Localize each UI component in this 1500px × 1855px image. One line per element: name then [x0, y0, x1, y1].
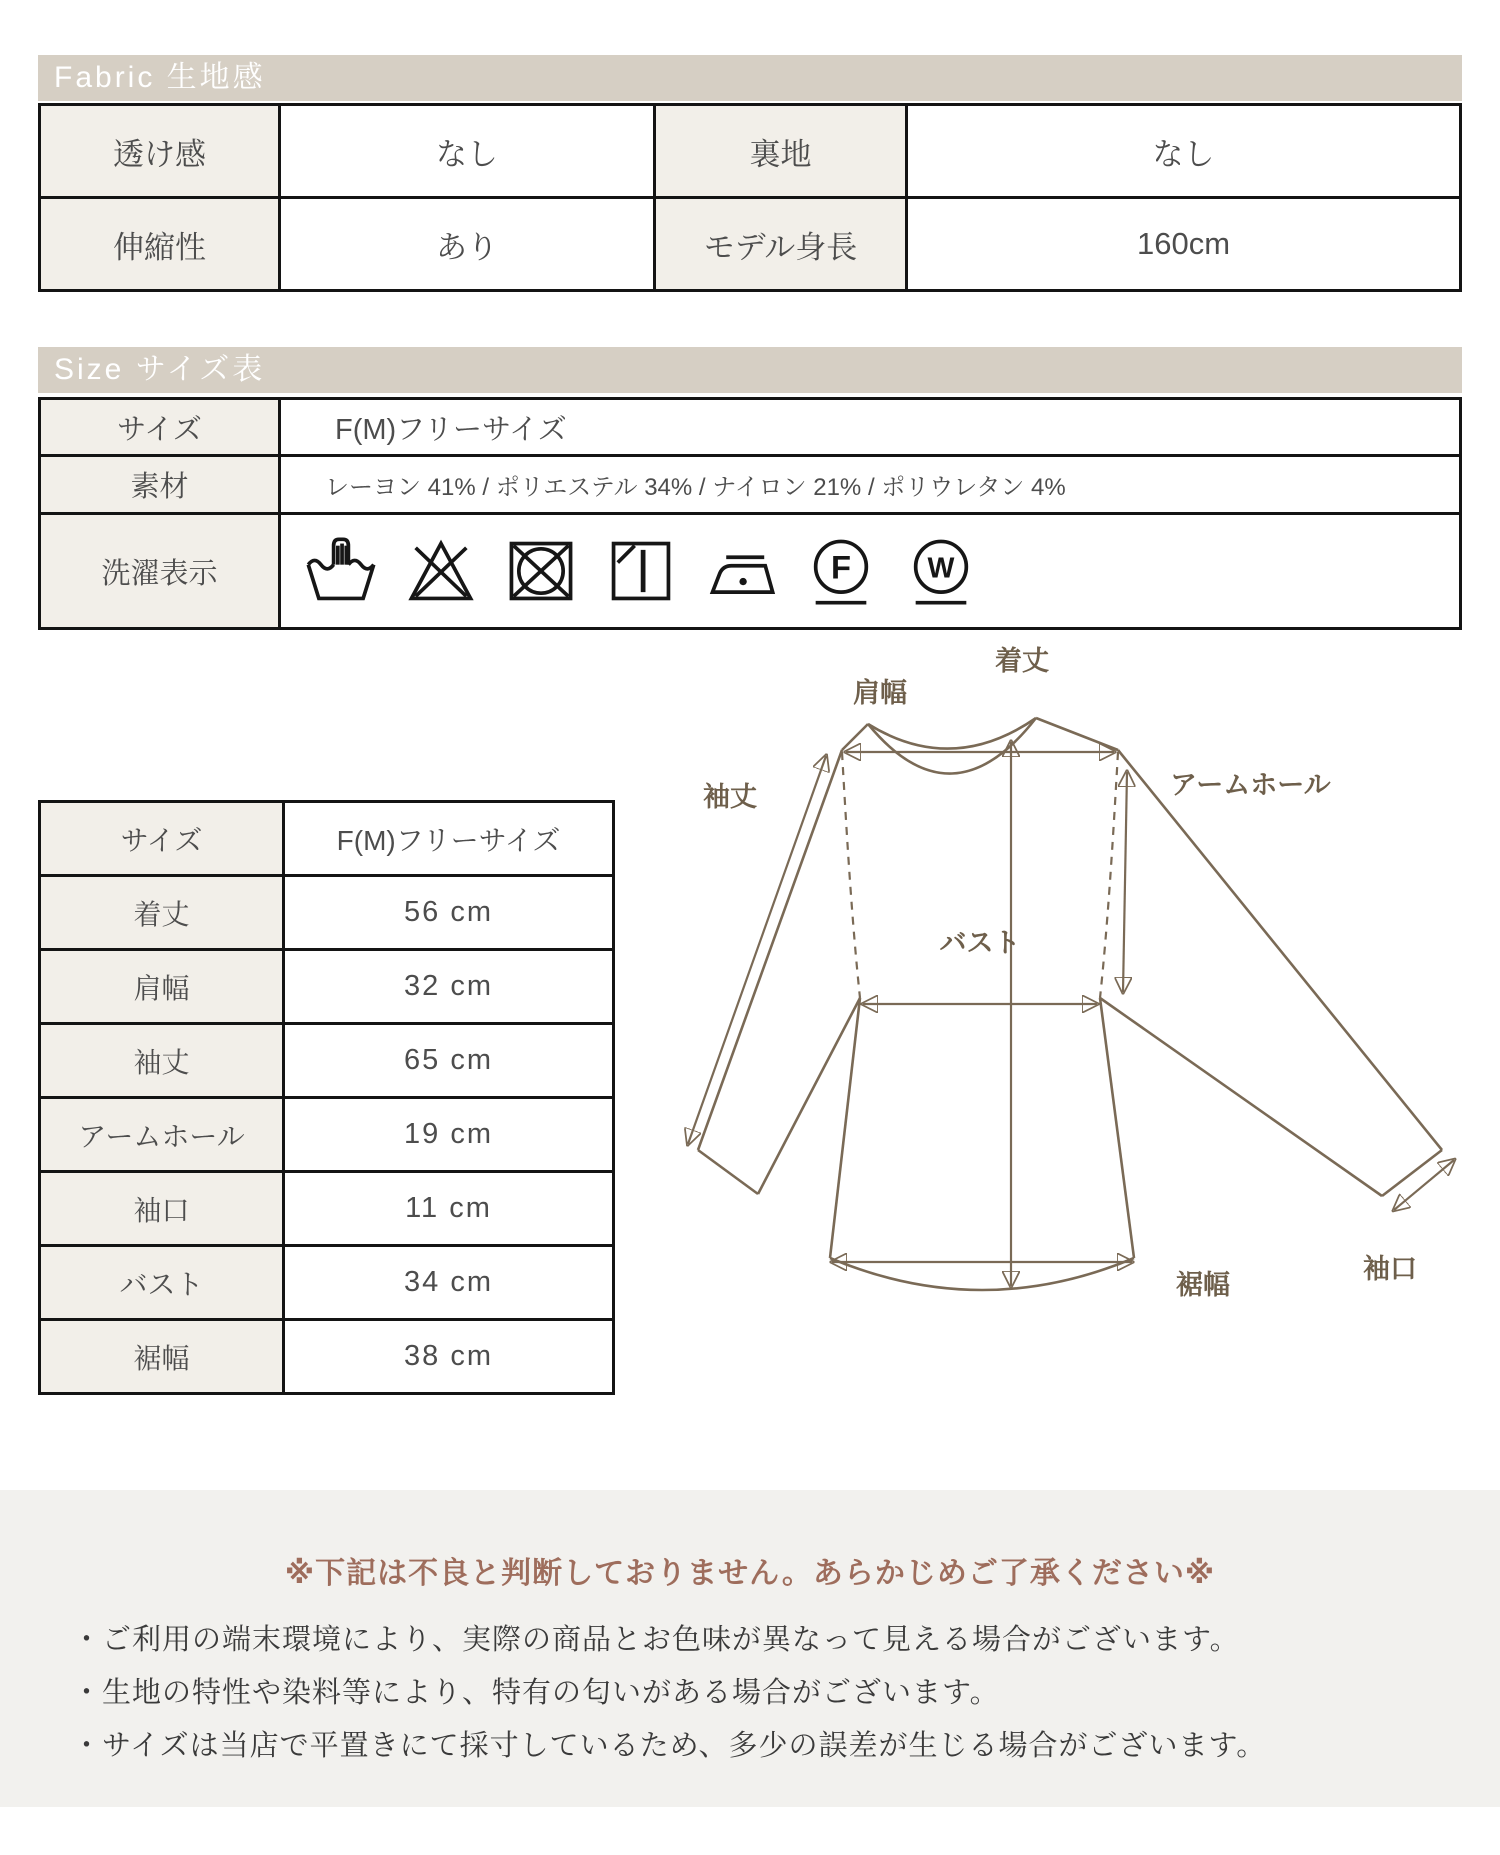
fabric-value-cell: あり — [280, 198, 655, 291]
fabric-label-cell: 透け感 — [40, 105, 280, 198]
diagram-cuff-label: 袖口 — [1363, 1254, 1417, 1284]
fabric-value-cell: なし — [280, 105, 655, 198]
material-value-cell: レーヨン 41% / ポリエステル 34% / ナイロン 21% / ポリウレタン 4% — [280, 456, 1461, 514]
measurement-value-cell: F(M)フリーサイズ — [284, 802, 614, 876]
diagram-armhole-label: アームホール — [1170, 770, 1331, 800]
table-row — [40, 456, 1461, 514]
table-row — [40, 802, 614, 876]
size-section-header: Size サイズ表 — [38, 347, 1462, 393]
disclaimer-item: ・サイズは当店で平置きにて採寸しているため、多少の誤差が生じる場合がございます。 — [72, 1730, 1267, 1762]
hang-dry-in-shade-icon — [603, 533, 679, 609]
table-row — [40, 198, 1461, 291]
fabric-label-cell: 伸縮性 — [40, 198, 280, 291]
size-label-cell: サイズ — [40, 399, 280, 456]
hand-wash-icon — [303, 533, 379, 609]
size-info-table — [38, 397, 1462, 630]
iron-low-heat-icon — [703, 533, 779, 609]
measurement-value-cell: 11 cm — [284, 1172, 614, 1246]
measurement-arrows — [688, 742, 1454, 1286]
table-row — [40, 1172, 614, 1246]
measurement-value-cell: 56 cm — [284, 876, 614, 950]
measurement-value-cell: 19 cm — [284, 1098, 614, 1172]
fabric-value-cell: 160cm — [907, 198, 1461, 291]
diagram-sleeve-length-label: 袖丈 — [703, 782, 757, 812]
measurement-table — [38, 800, 615, 1395]
table-row — [40, 1024, 614, 1098]
measurement-value-cell: 38 cm — [284, 1320, 614, 1394]
table-row — [40, 1246, 614, 1320]
disclaimer-section — [0, 1490, 1500, 1807]
table-row — [40, 1098, 614, 1172]
diagram-length-label: 着丈 — [995, 646, 1049, 676]
size-value-cell: F(M)フリーサイズ — [280, 399, 1461, 456]
fabric-label-cell: モデル身長 — [655, 198, 907, 291]
table-row — [40, 876, 614, 950]
garment-measurement-diagram — [630, 630, 1500, 1345]
measurement-label-cell: バスト — [40, 1246, 284, 1320]
measurement-label-cell: 袖口 — [40, 1172, 284, 1246]
table-row — [40, 105, 1461, 198]
disclaimer-heading: ※下記は不良と判断しておりません。あらかじめご了承ください※ — [284, 1557, 1216, 1590]
disclaimer-item: ・ご利用の端末環境により、実際の商品とお色味が異なって見える場合がございます。 — [72, 1624, 1240, 1656]
diagram-bust-label: バスト — [939, 928, 1021, 958]
table-row — [40, 1320, 614, 1394]
material-label-cell: 素材 — [40, 456, 280, 514]
svg-text:W: W — [927, 552, 955, 585]
disclaimer-item: ・生地の特性や染料等により、特有の匂いがある場合がございます。 — [72, 1677, 1000, 1709]
table-row — [40, 399, 1461, 456]
care-icons-row — [303, 533, 1458, 609]
diagram-hem-label: 裾幅 — [1176, 1270, 1230, 1300]
measurement-label-cell: サイズ — [40, 802, 284, 876]
fabric-section-header: Fabric 生地感 — [38, 55, 1462, 101]
wet-clean-gentle-icon — [903, 533, 979, 609]
svg-text:F: F — [831, 548, 851, 586]
measurement-section — [0, 630, 1500, 1405]
measurement-label-cell: 袖丈 — [40, 1024, 284, 1098]
measurement-label-cell: 肩幅 — [40, 950, 284, 1024]
measurement-value-cell: 65 cm — [284, 1024, 614, 1098]
fabric-value-cell: なし — [907, 105, 1461, 198]
table-row — [40, 950, 614, 1024]
fabric-table — [38, 103, 1462, 292]
care-icons-cell — [280, 514, 1461, 629]
measurement-label-cell: アームホール — [40, 1098, 284, 1172]
measurement-label-cell: 着丈 — [40, 876, 284, 950]
product-spec-page — [0, 55, 1500, 1807]
care-label-cell: 洗濯表示 — [40, 514, 280, 629]
fabric-label-cell: 裏地 — [655, 105, 907, 198]
measurement-label-cell: 裾幅 — [40, 1320, 284, 1394]
measurement-value-cell: 32 cm — [284, 950, 614, 1024]
table-row — [40, 514, 1461, 629]
dry-clean-petroleum-icon — [803, 533, 879, 609]
do-not-bleach-icon — [403, 533, 479, 609]
diagram-shoulder-label: 肩幅 — [853, 678, 907, 708]
measurement-value-cell: 34 cm — [284, 1246, 614, 1320]
do-not-tumble-dry-icon — [503, 533, 579, 609]
